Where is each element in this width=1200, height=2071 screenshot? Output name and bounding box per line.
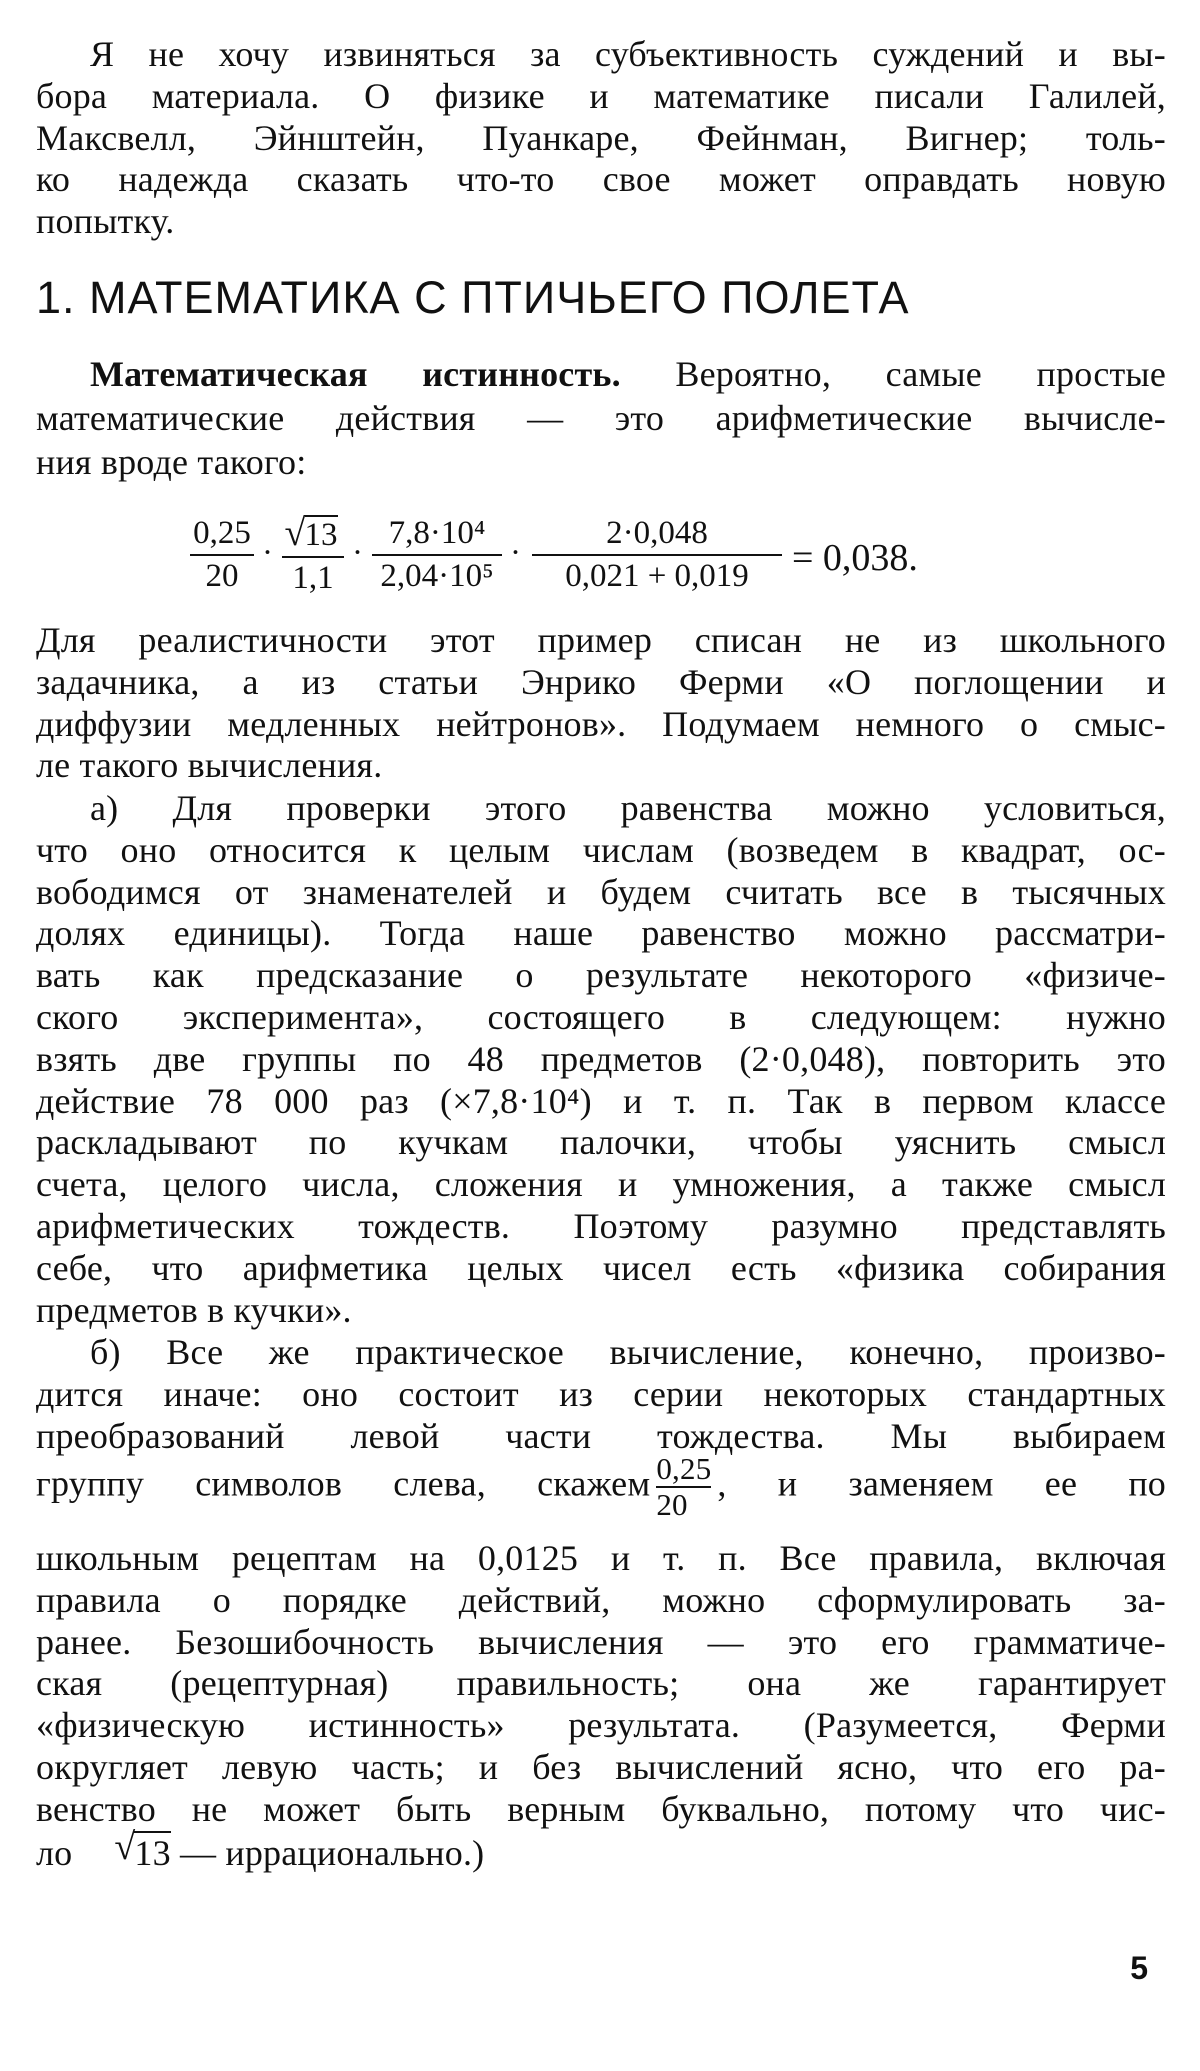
paragraph-b bbox=[36, 1332, 1166, 1457]
text-line: бора материала. О физике и математике писали Галилей, bbox=[36, 75, 1166, 116]
text-line: Для реалистичности этот пример списан не из школьного bbox=[36, 620, 1166, 660]
section-heading: 1. МАТЕМАТИКА С ПТИЧЬЕГО ПОЛЕТА bbox=[36, 272, 910, 323]
text-line: вободимся от знаменателей и будем считать все в тысячных bbox=[36, 871, 1166, 912]
text-fragment: , и заменяем ее по bbox=[717, 1463, 1166, 1504]
text-line: венство не может быть верным буквально, потому что чис- bbox=[36, 1788, 1166, 1829]
numerator: 0,25 bbox=[193, 515, 251, 551]
denominator: 20 bbox=[656, 1486, 711, 1522]
text-line: диффузии медленных нейтронов». Подумаем немного о смыс- bbox=[36, 703, 1166, 744]
numerator: 0,25 bbox=[656, 1451, 712, 1486]
fraction bbox=[190, 515, 254, 595]
text-line: что оно относится к целым числам (возведем в квадрат, ос- bbox=[36, 829, 1166, 870]
text-line: школьным рецептам на 0,0125 и т. п. Все правила, включая bbox=[36, 1538, 1166, 1578]
numerator: 7,8·10⁴ bbox=[388, 515, 486, 551]
lead-text: Вероятно, самые простые bbox=[620, 354, 1166, 394]
text-line: ния вроде такого: bbox=[36, 442, 307, 482]
text-line: ская (рецептурная) правильность; она же гарантирует bbox=[36, 1663, 1166, 1704]
text-line: преобразований левой части тождества. Мы выбираем bbox=[36, 1415, 1166, 1456]
multiply-dot: · bbox=[510, 535, 521, 571]
denominator: 1,1 bbox=[282, 556, 344, 597]
text-line: раскладывают по кучкам палочки, чтобы уяснить смысл bbox=[36, 1122, 1166, 1163]
text-line: вать как предсказание о результате некоторого «физиче- bbox=[36, 955, 1166, 996]
text-line: ранее. Безошибочность вычисления — это его грамматиче- bbox=[36, 1621, 1166, 1662]
text-line: попытку. bbox=[36, 201, 175, 242]
text-fragment: ло bbox=[36, 1832, 73, 1873]
paragraph-b-continued bbox=[36, 1538, 1166, 1874]
text-line: б) Все же практическое вычисление, конечно, произво- bbox=[90, 1332, 1166, 1372]
sqrt-symbol bbox=[118, 1831, 170, 1875]
text-line: правила о порядке действий, можно сформулировать за- bbox=[36, 1579, 1166, 1620]
text-line: Максвелл, Эйнштейн, Пуанкаре, Фейнман, Вигнер; толь- bbox=[36, 117, 1166, 158]
radicand: 13 bbox=[304, 517, 338, 553]
fraction bbox=[282, 515, 344, 597]
text-fragment: группу символов слева, скажем bbox=[36, 1463, 651, 1504]
text-line: ского эксперимента», состоящего в следующем: нужно bbox=[36, 996, 1166, 1037]
text-line: арифметических тождеств. Поэтому разумно представлять bbox=[36, 1205, 1166, 1246]
numerator: 2·0,048 bbox=[606, 515, 708, 551]
formula-result: = 0,038. bbox=[792, 537, 918, 579]
text-line: долях единицы). Тогда наше равенство можно рассматри- bbox=[36, 913, 1166, 954]
inline-fraction bbox=[656, 1452, 711, 1522]
text-line: «физическую истинность» результата. (Разумеется, Ферми bbox=[36, 1705, 1166, 1746]
text-line: себе, что арифметика целых чисел есть «физика собирания bbox=[36, 1247, 1166, 1288]
lead-paragraph bbox=[36, 352, 1166, 484]
text-line: ко надежда сказать что-то свое может оправдать новую bbox=[36, 159, 1166, 200]
text-fragment: — иррационально.) bbox=[170, 1832, 485, 1873]
intro-paragraph bbox=[36, 34, 1166, 243]
display-formula bbox=[190, 515, 1090, 605]
text-line: а) Для проверки этого равенства можно условиться, bbox=[90, 788, 1166, 828]
multiply-dot: · bbox=[262, 535, 273, 571]
denominator: 2,04·10⁵ bbox=[372, 554, 502, 595]
paragraph-a bbox=[36, 788, 1166, 1331]
text-line: округляет левую часть; и без вычислений ясно, что его ра- bbox=[36, 1746, 1166, 1787]
fraction bbox=[532, 515, 782, 595]
denominator: 20 bbox=[190, 554, 254, 595]
text-line: предметов в кучки». bbox=[36, 1289, 352, 1330]
denominator: 0,021 + 0,019 bbox=[532, 554, 782, 595]
text-line: счета, целого числа, сложения и умножения, а также смысл bbox=[36, 1164, 1166, 1205]
text-line: математические действия — это арифметические вычисле- bbox=[36, 398, 1166, 438]
text-line: дится иначе: оно состоит из серии некоторых стандартных bbox=[36, 1373, 1166, 1414]
text-line: задачника, а из статьи Энрико Ферми «О поглощении и bbox=[36, 661, 1166, 702]
sqrt-symbol bbox=[289, 515, 338, 554]
text-line bbox=[36, 352, 1166, 396]
numerator bbox=[282, 515, 344, 556]
text-line: ле такого вычисления. bbox=[36, 745, 383, 786]
multiply-dot: · bbox=[352, 535, 363, 571]
fraction bbox=[372, 515, 502, 595]
radicand: 13 bbox=[134, 1832, 171, 1873]
text-line: действие 78 000 раз (×7,8·10⁴) и т. п. Так в первом классе bbox=[36, 1080, 1166, 1121]
lead-term: Математическая истинность. bbox=[90, 354, 621, 394]
text-line: Я не хочу извиняться за субъективность суждений и вы- bbox=[90, 34, 1166, 74]
text-line bbox=[36, 1831, 1166, 1875]
paragraph-b-fraction-line bbox=[36, 1452, 1166, 1522]
page-number: 5 bbox=[1130, 1950, 1148, 1986]
paragraph-fermi bbox=[36, 620, 1166, 787]
text-line bbox=[36, 1452, 1166, 1522]
text-line: взять две группы по 48 предметов (2·0,048), повторить это bbox=[36, 1038, 1166, 1079]
